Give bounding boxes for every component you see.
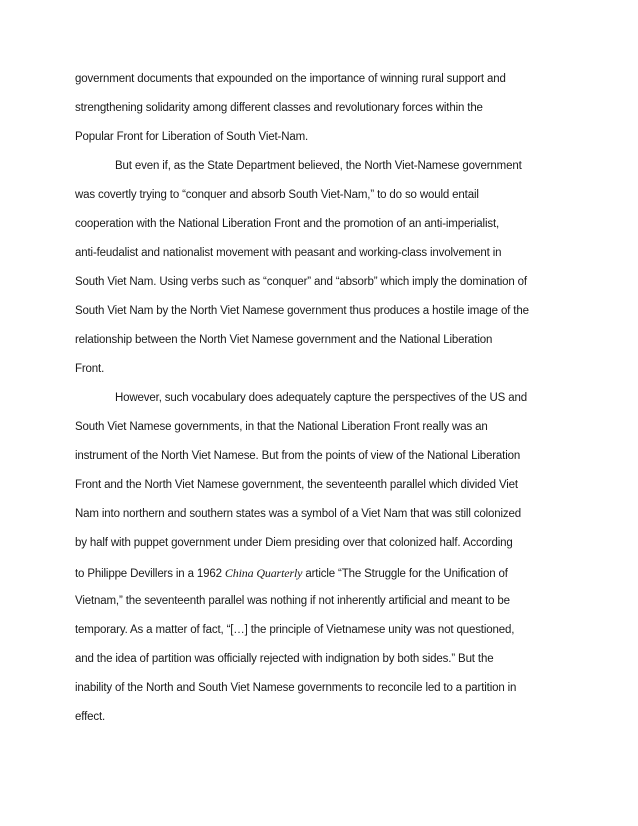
citation-before: to Philippe Devillers in a 1962 [75, 568, 225, 580]
text-line: Nam into northern and southern states was a symbol of a Viet Nam that was still colonized [75, 508, 522, 520]
citation-line [75, 566, 508, 581]
text-line: by half with puppet government under Diem presiding over that colonized half. According [75, 537, 513, 549]
paragraph-start-line: But even if, as the State Department believed, the North Viet-Namese government [115, 160, 522, 172]
text-line: South Viet Nam by the North Viet Namese government thus produces a hostile image of the [75, 305, 529, 317]
text-line: inability of the North and South Viet Namese governments to reconcile led to a partition in [75, 682, 517, 694]
text-line: temporary. As a matter of fact, “[…] the principle of Vietnamese unity was not questioned, [75, 624, 515, 636]
text-line: Front and the North Viet Namese government, the seventeenth parallel which divided Viet [75, 479, 518, 491]
text-line: South Viet Nam. Using verbs such as “conquer” and “absorb” which imply the domination of [75, 276, 527, 288]
text-line: government documents that expounded on the importance of winning rural support and [75, 73, 506, 85]
text-line: strengthening solidarity among different classes and revolutionary forces within the [75, 102, 483, 114]
citation-after: article “The Struggle for the Unification of [302, 568, 508, 580]
text-line: cooperation with the National Liberation Front and the promotion of an anti-imperialist, [75, 218, 500, 230]
text-line: and the idea of partition was officially rejected with indignation by both sides.” But the [75, 653, 494, 665]
text-line: relationship between the North Viet Namese government and the National Liberation [75, 334, 493, 346]
text-line: effect. [75, 711, 106, 723]
text-line: Vietnam,” the seventeenth parallel was nothing if not inherently artificial and meant to be [75, 595, 510, 607]
text-line: was covertly trying to “conquer and absorb South Viet-Nam,” to do so would entail [75, 189, 479, 201]
journal-title: China Quarterly [224, 566, 303, 580]
text-line: instrument of the North Viet Namese. But from the points of view of the National Liberation [75, 450, 521, 462]
text-line: Front. [75, 363, 105, 375]
text-line: anti-feudalist and nationalist movement with peasant and working-class involvement in [75, 247, 502, 259]
text-line: Popular Front for Liberation of South Viet-Nam. [75, 131, 309, 143]
text-line: South Viet Namese governments, in that the National Liberation Front really was an [75, 421, 488, 433]
paragraph-start-line: However, such vocabulary does adequately capture the perspectives of the US and [115, 392, 527, 404]
